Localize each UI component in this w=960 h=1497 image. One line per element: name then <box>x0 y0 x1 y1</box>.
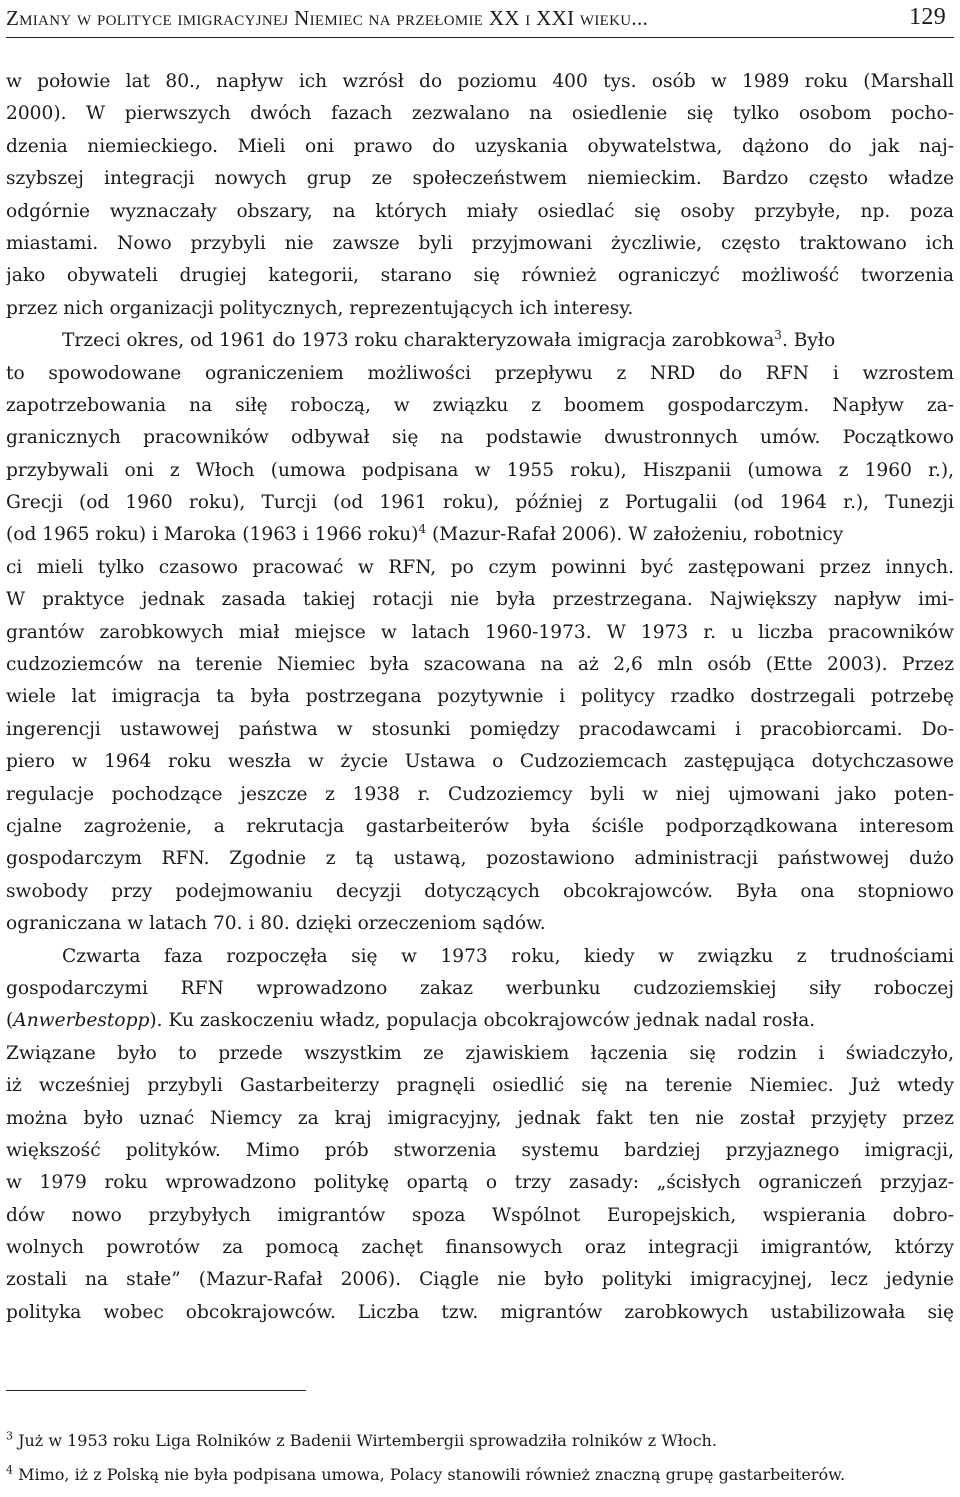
body-line: przybywali oni z Włoch (umowa podpisana w 1955 roku), Hiszpanii (umowa z 1960 r.), <box>6 459 954 481</box>
body-line: zostali na stałe” (Mazur-Rafał 2006). Ciągle nie było polityki imigracyjnej, lecz jedynie <box>6 1269 954 1291</box>
body-line: grantów zarobkowych miał miejsce w latach 1960-1973. W 1973 r. u liczba pracowników <box>6 621 954 643</box>
footnote-text: Mimo, iż z Polską nie była podpisana umowa, Polacy stanowili również znaczną grupę gastarbeiterów. <box>13 1465 846 1484</box>
body-line: gospodarczymi RFN wprowadzono zakaz werbunku cudzoziemskiej siły roboczej <box>6 977 954 999</box>
body-line: ograniczana w latach 70. i 80. dzięki orzeczeniom sądów. <box>6 913 546 935</box>
body-line: Związane było to przede wszystkim ze zjawiskiem łączenia się rodzin i świadczyło, <box>6 1042 954 1064</box>
page-number: 129 <box>909 4 946 30</box>
body-line: granicznych pracowników odbywał się na podstawie dwustronnych umów. Początkowo <box>6 427 954 449</box>
body-line: szybszej integracji nowych grup ze społeczeństwem niemieckim. Bardzo często władze <box>6 168 954 190</box>
running-head-title: Zmiany w polityce imigracyjnej Niemiec na przełomie XX i XXI wieku... <box>6 6 649 30</box>
body-line: większość polityków. Mimo prób stworzenia systemu bardziej przyjaznego imigracji, <box>6 1139 954 1161</box>
body-line: gospodarczym RFN. Zgodnie z tą ustawą, pozostawiono administracji państwowej dużo <box>6 848 954 870</box>
line-text: . Było <box>781 330 836 352</box>
line-text: Trzeci okres, od 1961 do 1973 roku charakteryzowała imigracja zarobkowa <box>62 330 775 352</box>
line-text: (Mazur-Rafał 2006). W założeniu, robotnicy <box>426 524 844 546</box>
body-line: zapotrzebowania na siłę roboczą, w związku z boomem gospodarczym. Napływ za- <box>6 394 954 416</box>
body-line: polityka wobec obcokrajowców. Liczba tzw. migrantów zarobkowych ustabilizowała się <box>6 1301 954 1323</box>
body-line: iż wcześniej przybyli Gastarbeiterzy pragnęli osiedlić się na terenie Niemiec. Już wtedy <box>6 1075 954 1097</box>
body-line: ingerencji ustawowej państwa w stosunki pomiędzy pracodawcami i pracobiorcami. Do- <box>6 718 954 740</box>
body-line: w 1979 roku wprowadzono politykę opartą o trzy zasady: „ścisłych ograniczeń przyjaz- <box>6 1172 954 1194</box>
body-line: dzenia niemieckiego. Mieli oni prawo do uzyskania obywatelstwa, dążono do jak naj- <box>6 135 954 157</box>
body-line: ci mieli tylko czasowo pracować w RFN, po czym powinni być zastępowani przez innych. <box>6 556 954 578</box>
line-text: (od 1965 roku) i Maroka (1963 i 1966 roku) <box>6 524 419 546</box>
body-line: wiele lat imigracja ta była postrzegana pozytywnie i politycy rzadko dostrzegali potrzebę <box>6 686 954 708</box>
body-line: wolnych powrotów za pomocą zachęt finansowych oraz integracji imigrantów, którzy <box>6 1237 954 1259</box>
body-line: 2000). W pierwszych dwóch fazach zezwalano na osiedlenie się tylko osobom pocho- <box>6 103 954 125</box>
body-line: W praktyce jednak zasada takiej rotacji nie była przestrzegana. Największy napływ imi- <box>6 589 954 611</box>
body-line <box>6 1005 954 1037</box>
body-line: dów nowo przybyłych imigrantów spoza Wspólnot Europejskich, wspierania dobro- <box>6 1204 954 1226</box>
footnote-rule <box>6 1390 306 1391</box>
body-line: swobody przy podejmowaniu decyzji dotyczących obcokrajowców. Była ona stopniowo <box>6 880 954 902</box>
body-line: cudzoziemców na terenie Niemiec była szacowana na aż 2,6 mln osób (Ette 2003). Przez <box>6 654 954 676</box>
body-line: to spowodowane ograniczeniem możliwości przepływu z NRD do RFN i wzrostem <box>6 362 954 384</box>
running-head <box>6 2 954 36</box>
footnote-text: Już w 1953 roku Liga Rolników z Badenii Wirtembergii sprowadziła rolników z Włoch. <box>13 1431 717 1450</box>
body-line: można było uznać Niemcy za kraj imigracyjny, jednak fakt ten nie został przyjęty przez <box>6 1107 954 1129</box>
footnote-ref-4[interactable]: 4 <box>418 522 427 537</box>
term-anwerbestopp: Anwerbestopp <box>13 1010 150 1032</box>
body-line: odgórnie wyznaczały obszary, na których miały osiedlać się osoby przybyłe, np. poza <box>6 200 954 222</box>
body-line: regulacje pochodzące jeszcze z 1938 r. Cudzoziemcy byli w niej ujmowani jako poten- <box>6 783 954 805</box>
body-text <box>6 66 954 1329</box>
body-line <box>6 519 954 551</box>
header-rule <box>6 37 954 38</box>
body-line <box>6 325 954 357</box>
footnotes <box>6 1424 954 1492</box>
body-line: miastami. Nowo przybyli nie zawsze byli przyjmowani życzliwie, często traktowano ich <box>6 232 954 254</box>
body-line: w połowie lat 80., napływ ich wzrósł do poziomu 400 tys. osób w 1989 roku (Marshall <box>6 71 954 92</box>
body-line: przez nich organizacji politycznych, reprezentujących ich interesy. <box>6 297 634 319</box>
line-text: ( <box>6 1010 14 1032</box>
footnote-mark: 3 <box>6 1429 13 1443</box>
footnote-4 <box>6 1458 954 1492</box>
footnote-mark: 4 <box>6 1463 13 1477</box>
body-line: Czwarta faza rozpoczęła się w 1973 roku, kiedy w związku z trudnościami <box>62 945 954 967</box>
body-line: piero w 1964 roku weszła w życie Ustawa o Cudzoziemcach zastępująca dotychczasowe <box>6 751 954 773</box>
footnote-ref-3[interactable]: 3 <box>774 327 782 342</box>
line-text: ). Ku zaskoczeniu władz, populacja obcokrajowców jednak nadal rosła. <box>149 1010 816 1032</box>
body-line: jako obywateli drugiej kategorii, starano się również ograniczyć możliwość tworzenia <box>6 265 954 287</box>
footnote-3 <box>6 1424 954 1458</box>
body-line: Grecji (od 1960 roku), Turcji (od 1961 roku), później z Portugalii (od 1964 r.), Tunezji <box>6 492 954 514</box>
body-line: cjalne zagrożenie, a rekrutacja gastarbeiterów była ściśle podporządkowana interesom <box>6 815 954 837</box>
